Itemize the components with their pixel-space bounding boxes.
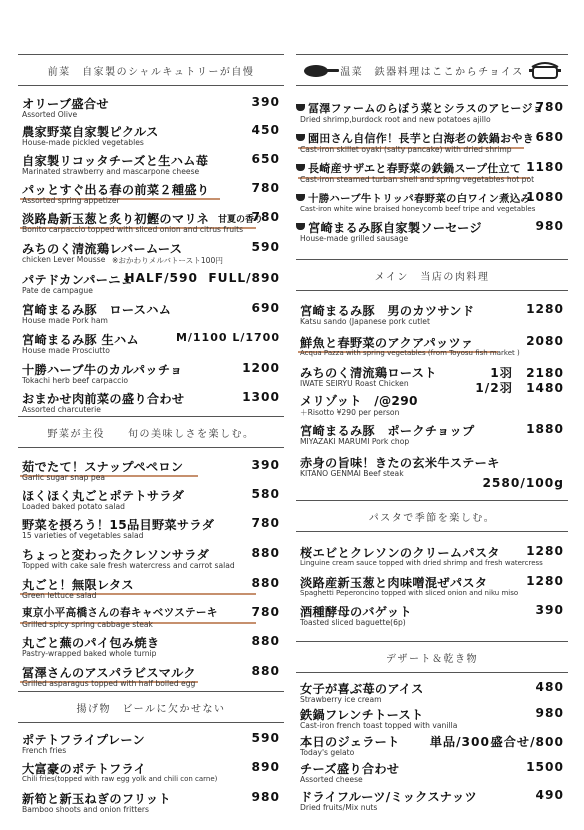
- item-english: Acqua Pazza with spring vegetables (from Toyosu fish market ): [300, 349, 520, 357]
- item-price: 1080: [526, 190, 564, 204]
- item-english: Spaghetti Peperoncino topped with sliced onion and niku miso: [300, 589, 519, 597]
- item-english: Cast-iron steamed turban shell and spring vegetables hot pot: [300, 175, 535, 184]
- item-english: Topped with cake sale fresh watercress and carrot salad: [22, 561, 235, 570]
- item-english: chicken Lever Mousse: [22, 255, 106, 264]
- item-price: 780: [251, 181, 280, 195]
- item-note: ※おかわりメルバトースト100円: [112, 256, 223, 265]
- item-price: 1180: [526, 160, 564, 174]
- item-name: 宮崎まるみ豚 ロースハム: [22, 303, 172, 317]
- item-name: みちのく清流鶏ロースト: [300, 366, 437, 380]
- item-english: House-made pickled vegetables: [22, 138, 144, 147]
- section-title: メイン 当店の肉料理: [374, 271, 490, 283]
- item-english: Pate de campague: [22, 286, 93, 295]
- section-title: 温菜 鉄器料理はここからチョイス: [340, 66, 524, 78]
- item-price-half: 1/2羽 1480: [475, 381, 564, 395]
- item-price: 880: [251, 576, 280, 590]
- item-name: 桜エビとクレソンのクリームパスタ: [300, 546, 500, 560]
- pot-icon: [296, 164, 305, 171]
- section-pasta-header: [296, 500, 568, 532]
- item-name: 大富豪のポテトフライ: [22, 762, 147, 776]
- item-english: Linguine cream sauce topped with dried shrimp and fresh watercress: [300, 559, 543, 567]
- pot-icon: [296, 223, 305, 230]
- item-price: 1500: [526, 760, 564, 774]
- item-price: 1280: [526, 574, 564, 588]
- item-english: Green lettuce salad: [22, 591, 97, 600]
- pot-icon: [296, 134, 305, 141]
- item-name: パテドカンパーニュ: [22, 273, 134, 287]
- item-price: 490: [535, 788, 564, 802]
- item-price: 1200: [242, 361, 280, 375]
- item-price: 1880: [526, 422, 564, 436]
- item-name: 丸ごと蕪のパイ包み焼き: [22, 636, 160, 650]
- item-name: パッとすぐ出る春の前菜２種盛り: [22, 183, 210, 197]
- pot-icon: [296, 104, 305, 111]
- item-name: 鉄鍋フレンチトースト: [300, 708, 424, 722]
- item-english: 15 varieties of vegetables salad: [22, 531, 144, 540]
- item-name: 淡路島新玉葱と炙り初鰹のマリネ: [22, 212, 210, 226]
- item-price: 890: [251, 760, 280, 774]
- item-english: Dried fruits/Mix nuts: [300, 803, 378, 812]
- item-price: 2580/100g: [482, 476, 564, 490]
- item-english: Dried shrimp,burdock root and new potatoes ajillo: [300, 115, 491, 124]
- item-english: House made Pork ham: [22, 316, 108, 325]
- item-name: 野菜を摂ろう！15品目野菜サラダ: [22, 518, 215, 532]
- item-name: みちのく清流鶏レバームース: [22, 242, 183, 256]
- item-price: 390: [535, 603, 564, 617]
- item-name: 宮崎まるみ豚 男のカツサンド: [300, 304, 475, 318]
- cooking-pot-icon: [528, 60, 562, 80]
- item-name: 女子が喜ぶ苺のアイス: [300, 682, 424, 696]
- item-english: MIYAZAKI MARUMI Pork chop: [300, 437, 410, 446]
- item-price: 2080: [526, 334, 564, 348]
- item-english: Cast-iron skillet oyaki (salty pancake) with dried shrimp: [300, 145, 512, 154]
- item-price: 590: [251, 240, 280, 254]
- item-name: メリゾット /@290: [300, 394, 418, 408]
- item-english: Grilled asparagus topped with half boiled egg: [22, 679, 196, 688]
- item-name: 宮崎まるみ豚 ポークチョップ: [300, 424, 475, 438]
- item-english: Pastry-wrapped baked whole turnip: [22, 649, 157, 658]
- item-name: 東京小平高橋さんの春キャベツステーキ: [22, 607, 218, 619]
- item-english: House made Prosciutto: [22, 346, 110, 355]
- item-english: Chili fries(topped with raw egg yolk and chili con carne): [22, 775, 218, 783]
- item-price-half: HALF/590: [124, 271, 198, 285]
- item-name: おまかせ肉前菜の盛り合わせ: [22, 392, 185, 406]
- item-english: Bamboo shoots and onion fritters: [22, 805, 149, 814]
- item-price: 980: [251, 790, 280, 804]
- item-english: Assorted cheese: [300, 775, 363, 784]
- item-name: 本日のジェラート: [300, 735, 400, 749]
- item-price: 780: [251, 516, 280, 530]
- item-english: Assorted spring appetizer: [22, 196, 120, 205]
- item-english: Toasted sliced baguette(6p): [300, 618, 406, 627]
- item-name: オリーブ盛合せ: [22, 97, 109, 111]
- item-english: Assorted Olive: [22, 110, 78, 119]
- section-hot-dishes-header: [296, 54, 568, 86]
- item-name: 宮崎まるみ豚 生ハム: [22, 333, 139, 347]
- item-price: 1280: [526, 544, 564, 558]
- item-price: 450: [251, 123, 280, 137]
- frying-pan-icon: [302, 60, 340, 80]
- item-name: 宮崎まるみ豚自家製ソーセージ: [308, 221, 482, 235]
- item-name: 酒種酵母のバゲット: [300, 605, 412, 619]
- item-name: ドライフルーツ/ミックスナッツ: [300, 790, 478, 804]
- item-name: 園田さん自信作！長芋と白海老の鉄鍋おやき: [308, 132, 534, 145]
- item-name: チーズ盛り合わせ: [300, 762, 400, 776]
- item-name: ちょっと変わったクレソンサラダ: [22, 548, 210, 562]
- section-title: パスタで季節を楽しむ。: [368, 512, 496, 524]
- section-vegetables-header: [18, 416, 284, 448]
- item-price: 980: [535, 219, 564, 233]
- item-name: 長崎産サザエと春野菜の鉄鍋スープ仕立て: [308, 162, 522, 175]
- item-price: 390: [251, 95, 280, 109]
- item-price: 1羽 2180: [490, 366, 564, 380]
- item-price: 690: [251, 301, 280, 315]
- item-price: 1300: [242, 390, 280, 404]
- item-tag: 甘夏の香り: [218, 215, 264, 225]
- section-title: 前菜 自家製のシャルキュトリーが自慢: [47, 66, 255, 78]
- item-english: Bonito carpaccio topped with sliced onion and citrus fruits: [22, 225, 244, 234]
- item-price-single: 単品/300: [429, 735, 490, 749]
- item-name: ポテトフライプレーン: [22, 733, 146, 747]
- item-english: Katsu sando (Japanese pork cutlet: [300, 317, 430, 326]
- item-name: 淡路産新玉葱と肉味噌混ぜパスタ: [300, 576, 488, 590]
- item-name: 農家野菜自家製ピクルス: [22, 125, 159, 139]
- item-english: IWATE SEIRYU Roast Chicken: [300, 379, 409, 388]
- section-dessert-header: [296, 641, 568, 673]
- item-name: 茹でたて！スナップペペロン: [22, 460, 184, 474]
- section-title: 野菜が主役 旬の美味しさを楽しむ。: [47, 428, 255, 440]
- item-name: 新筍と新玉ねぎのフリット: [22, 792, 171, 806]
- item-english: Today's gelato: [300, 748, 355, 757]
- item-price: 1280: [526, 302, 564, 316]
- item-price: 650: [251, 152, 280, 166]
- item-english: ＋Risotto ¥290 per person: [300, 408, 400, 417]
- item-price: 780: [251, 605, 280, 619]
- item-english: Garlic sugar snap pea: [22, 473, 106, 482]
- section-title: デザート＆乾き物: [386, 653, 478, 665]
- item-english: Assorted charcuterie: [22, 405, 101, 414]
- item-price: 880: [251, 664, 280, 678]
- item-english: Strawberry ice cream: [300, 695, 382, 704]
- item-english: Loaded baked potato salad: [22, 502, 125, 511]
- item-price: 980: [535, 706, 564, 720]
- item-name: 十勝ハーブ牛トリッパ春野菜の白ワイン煮込み: [308, 193, 532, 205]
- item-english: Grilled spicy spring cabbage steak: [22, 620, 153, 629]
- item-price: 880: [251, 634, 280, 648]
- item-name: 丸ごと！無限レタス: [22, 578, 134, 592]
- item-english: KITANO GENMAI Beef steak: [300, 469, 404, 478]
- item-name: 冨澤ファームのらぼう菜とシラスのアヒージョ: [308, 102, 544, 115]
- item-price: 780: [535, 100, 564, 114]
- item-english: Cast-iron french toast topped with vanilla: [300, 721, 458, 730]
- item-price: FULL/890: [208, 271, 280, 285]
- item-price: M/1100 L/1700: [175, 331, 280, 344]
- item-price: 580: [251, 487, 280, 501]
- item-name: 冨澤さんのアスパラビスマルク: [22, 666, 196, 680]
- item-english: Cast-iron white wine braised honeycomb beef tripe and vegetables: [300, 205, 536, 213]
- item-name: ほくほく丸ごとポテトサラダ: [22, 489, 185, 503]
- section-appetizers-header: [18, 54, 284, 86]
- item-price: 480: [535, 680, 564, 694]
- item-price: 盛合せ/800: [490, 735, 564, 749]
- item-name: 十勝ハーブ牛のカルパッチョ: [22, 363, 183, 377]
- item-english: French fries: [22, 746, 67, 755]
- item-price: 880: [251, 546, 280, 560]
- item-price: 780: [251, 210, 280, 224]
- item-english: Marinated strawberry and mascarpone cheese: [22, 167, 200, 176]
- item-english: Tokachi herb beef carpaccio: [22, 376, 129, 385]
- item-price: 590: [251, 731, 280, 745]
- item-english: House-made grilled sausage: [300, 234, 409, 243]
- section-fried-header: [18, 691, 284, 723]
- pot-icon: [296, 194, 305, 201]
- item-name: 鮮魚と春野菜のアクアパッツァ: [300, 336, 474, 350]
- item-name: 自家製リコッタチーズと生ハム苺: [22, 154, 209, 168]
- item-price: 680: [535, 130, 564, 144]
- section-main-header: [296, 259, 568, 291]
- item-name: 赤身の旨味！きたの玄米牛ステーキ: [300, 456, 500, 470]
- section-title: 揚げ物 ビールに欠かせない: [76, 703, 226, 715]
- item-price: 390: [251, 458, 280, 472]
